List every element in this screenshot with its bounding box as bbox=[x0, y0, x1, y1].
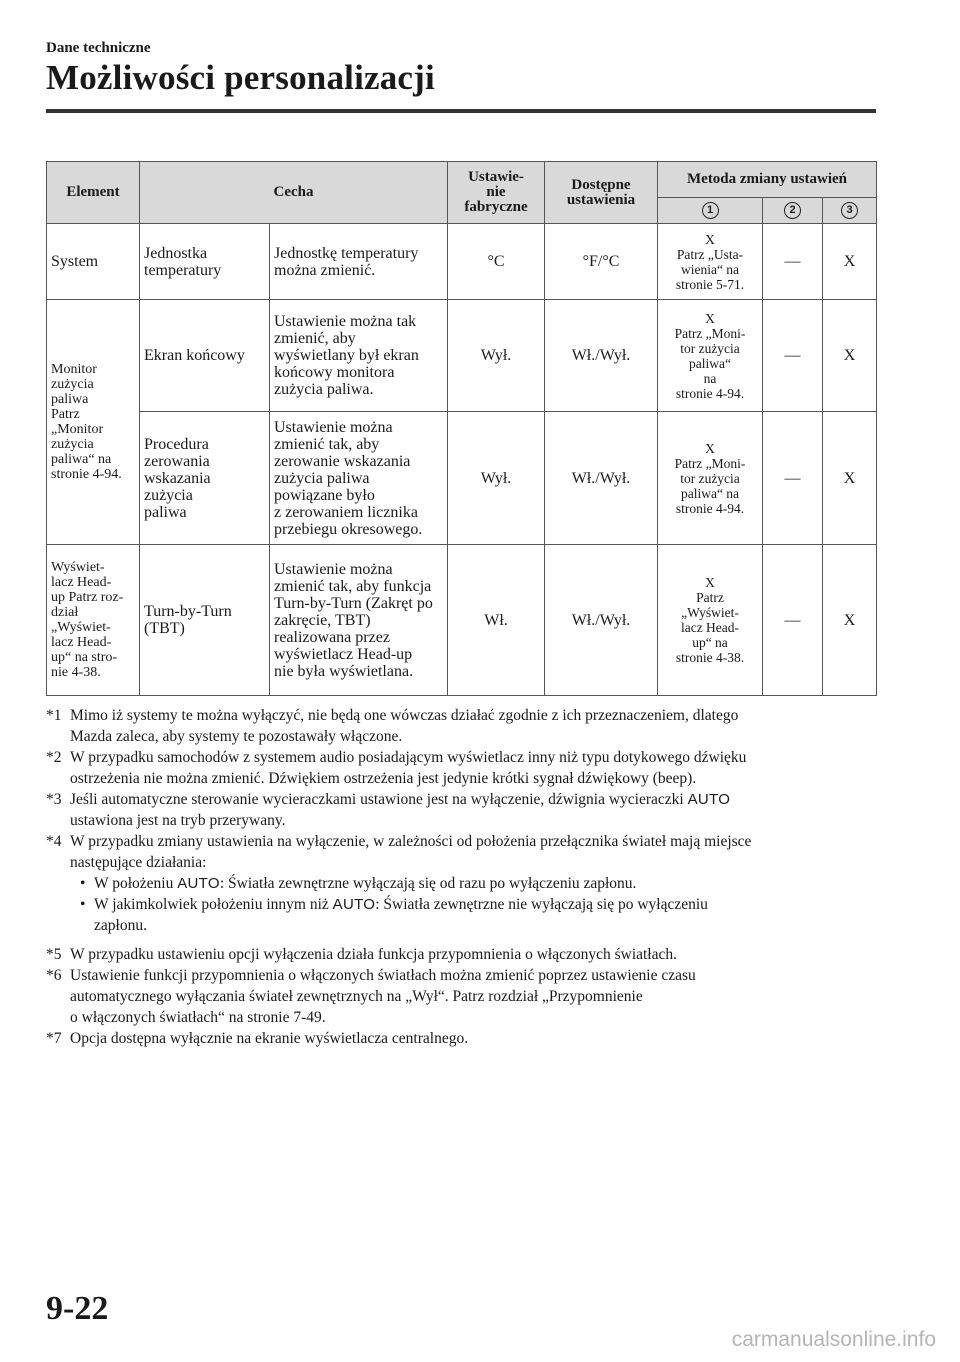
footnote-6 bbox=[46, 965, 886, 1028]
cell-available: °F/°C bbox=[545, 224, 658, 300]
footnote-2 bbox=[46, 747, 886, 789]
method-2-header bbox=[763, 198, 823, 224]
cell-method-2: — bbox=[763, 224, 823, 300]
footnote-line: następujące działania: bbox=[70, 854, 207, 871]
footnote-line: ustawiona jest na tryb przerywany. bbox=[70, 812, 286, 829]
footnote-line: Mimo iż systemy te można wyłączyć, nie będą one wówczas działać zgodnie z ich przeznaczeniem, dlatego bbox=[70, 707, 739, 724]
footnote-line: W przypadku ustawieniu opcji wyłączenia działa funkcja przypomnienia o włączonych światłach. bbox=[70, 946, 677, 963]
footnote-line: Mazda zaleca, aby systemy te pozostawały włączone. bbox=[70, 728, 403, 745]
footnote-1 bbox=[46, 705, 886, 747]
cell-method-3: X bbox=[823, 300, 877, 412]
cell-available: Wł./Wył. bbox=[545, 545, 658, 696]
method-2-icon: 2 bbox=[784, 202, 801, 219]
bullet-text: W jakimkolwiek położeniu innym niż bbox=[94, 896, 329, 913]
col-header-feature: Cecha bbox=[140, 162, 448, 224]
bullet-text: zapłonu. bbox=[94, 917, 147, 934]
col-header-available: Dostępne ustawienia bbox=[545, 162, 658, 224]
cell-description: Ustawienie można tak zmienić, aby wyświetlany był ekran końcowy monitora zużycia paliwa. bbox=[270, 300, 448, 412]
col-header-factory: Ustawie- nie fabryczne bbox=[448, 162, 545, 224]
cell-method-2: — bbox=[763, 412, 823, 545]
footnote-line: ostrzeżenia nie można zmienić. Dźwiękiem ostrzeżenia jest jedynie krótki sygnał dźwiękowy (beep). bbox=[70, 770, 697, 787]
footnote-line: W przypadku zmiany ustawienia na wyłączenie, w zależności od położenia przełącznika świateł mają miejsce bbox=[70, 833, 752, 850]
cell-feature: Procedura zerowania wskazania zużycia paliwa bbox=[140, 412, 270, 545]
bullet-icon: • bbox=[80, 875, 86, 892]
method-3-header bbox=[823, 198, 877, 224]
auto-position-label: AUTO bbox=[177, 875, 220, 892]
spacer bbox=[46, 936, 886, 944]
method-1-icon: 1 bbox=[702, 202, 719, 219]
cell-element: Monitor zużycia paliwa Patrz „Monitor zużycia paliwa“ na stronie 4-94. bbox=[47, 300, 140, 545]
method-1-header bbox=[658, 198, 763, 224]
bullet-text: : Światła zewnętrzne wyłączają się od razu po wyłączeniu zapłonu. bbox=[219, 875, 637, 892]
cell-method-1: X Patrz „Usta- wienia“ na stronie 5-71. bbox=[658, 224, 763, 300]
cell-feature: Ekran końcowy bbox=[140, 300, 270, 412]
cell-factory: Wył. bbox=[448, 300, 545, 412]
footnote-line bbox=[70, 789, 886, 810]
cell-factory: Wył. bbox=[448, 412, 545, 545]
footnote-key: *2 bbox=[46, 749, 62, 766]
cell-available: Wł./Wył. bbox=[545, 412, 658, 545]
cell-description: Jednostkę temperatury można zmienić. bbox=[270, 224, 448, 300]
cell-factory: Wł. bbox=[448, 545, 545, 696]
cell-feature: Jednostka temperatury bbox=[140, 224, 270, 300]
cell-factory: °C bbox=[448, 224, 545, 300]
footnote-line: Opcja dostępna wyłącznie na ekranie wyświetlacza centralnego. bbox=[70, 1030, 469, 1047]
footnote-text: Jeśli automatyczne sterowanie wycieraczkami ustawione jest na wyłączenie, dźwignia wycieraczki bbox=[70, 791, 684, 808]
page-number: 9-22 bbox=[46, 1290, 109, 1327]
cell-feature: Turn-by-Turn (TBT) bbox=[140, 545, 270, 696]
footnote-key: *5 bbox=[46, 946, 62, 963]
col-header-method: Metoda zmiany ustawień bbox=[658, 162, 877, 198]
footnote-4 bbox=[46, 831, 886, 936]
cell-method-2: — bbox=[763, 300, 823, 412]
footnote-line: o włączonych światłach“ na stronie 7-49. bbox=[70, 1009, 326, 1026]
footnote-line: automatycznego wyłączania świateł zewnętrznych na „Wył“. Patrz rozdział „Przypomnienie bbox=[70, 988, 643, 1005]
col-header-element: Element bbox=[47, 162, 140, 224]
cell-method-3: X bbox=[823, 412, 877, 545]
table-row bbox=[47, 300, 877, 412]
footnote-bullet bbox=[70, 873, 886, 894]
cell-method-1: X Patrz „Moni- tor zużycia paliwa“ na stronie 4-94. bbox=[658, 412, 763, 545]
cell-method-3: X bbox=[823, 545, 877, 696]
footnote-5 bbox=[46, 944, 886, 965]
footnote-bullet bbox=[70, 894, 886, 936]
table-row bbox=[47, 412, 877, 545]
footnote-key: *4 bbox=[46, 833, 62, 850]
cell-element: Wyświet- lacz Head- up Patrz roz- dział „Wyświet- lacz Head- up“ na stro- nie 4-38. bbox=[47, 545, 140, 696]
cell-description: Ustawienie można zmienić tak, aby zerowanie wskazania zużycia paliwa powiązane było z zerowaniem licznika przebiegu okresowego. bbox=[270, 412, 448, 545]
cell-method-1: X Patrz „Moni- tor zużycia paliwa“ na stronie 4-94. bbox=[658, 300, 763, 412]
cell-description: Ustawienie można zmienić tak, aby funkcja Turn-by-Turn (Zakręt po zakręcie, TBT) realizowana przez wyświetlacz Head-up nie była wyświetlana. bbox=[270, 545, 448, 696]
customization-table bbox=[46, 161, 877, 696]
section-label: Dane techniczne bbox=[46, 40, 151, 56]
bullet-text: W położeniu bbox=[94, 875, 174, 892]
footnote-key: *6 bbox=[46, 967, 62, 984]
cell-available: Wł./Wył. bbox=[545, 300, 658, 412]
header-row bbox=[47, 162, 877, 198]
cell-method-3: X bbox=[823, 224, 877, 300]
page-title: Możliwości personalizacji bbox=[46, 58, 435, 97]
footnotes bbox=[46, 705, 886, 1049]
bullet-icon: • bbox=[80, 896, 86, 913]
cell-method-1: X Patrz „Wyświet- lacz Head- up“ na stronie 4-38. bbox=[658, 545, 763, 696]
footnote-3 bbox=[46, 789, 886, 831]
footnote-key: *1 bbox=[46, 707, 62, 724]
method-3-icon: 3 bbox=[841, 202, 858, 219]
footnote-key: *7 bbox=[46, 1030, 62, 1047]
watermark: carmanualsonline.info bbox=[731, 1328, 936, 1351]
table-row bbox=[47, 224, 877, 300]
footnote-line: Ustawienie funkcji przypomnienia o włączonych światłach można zmienić poprzez ustawienie czasu bbox=[70, 967, 696, 984]
auto-position-label: AUTO bbox=[332, 896, 376, 913]
title-rule bbox=[46, 109, 876, 113]
cell-element: System bbox=[47, 224, 140, 300]
bullet-text: : Światła zewnętrzne nie wyłączają się po wyłączeniu bbox=[375, 896, 708, 913]
footnote-key: *3 bbox=[46, 791, 62, 808]
table-row bbox=[47, 545, 877, 696]
cell-method-2: — bbox=[763, 545, 823, 696]
footnote-line: W przypadku samochodów z systemem audio posiadającym wyświetlacz inny niż typu dotykowego dźwięku bbox=[70, 749, 747, 766]
auto-position-label: AUTO bbox=[687, 791, 731, 808]
footnote-7 bbox=[46, 1028, 886, 1049]
